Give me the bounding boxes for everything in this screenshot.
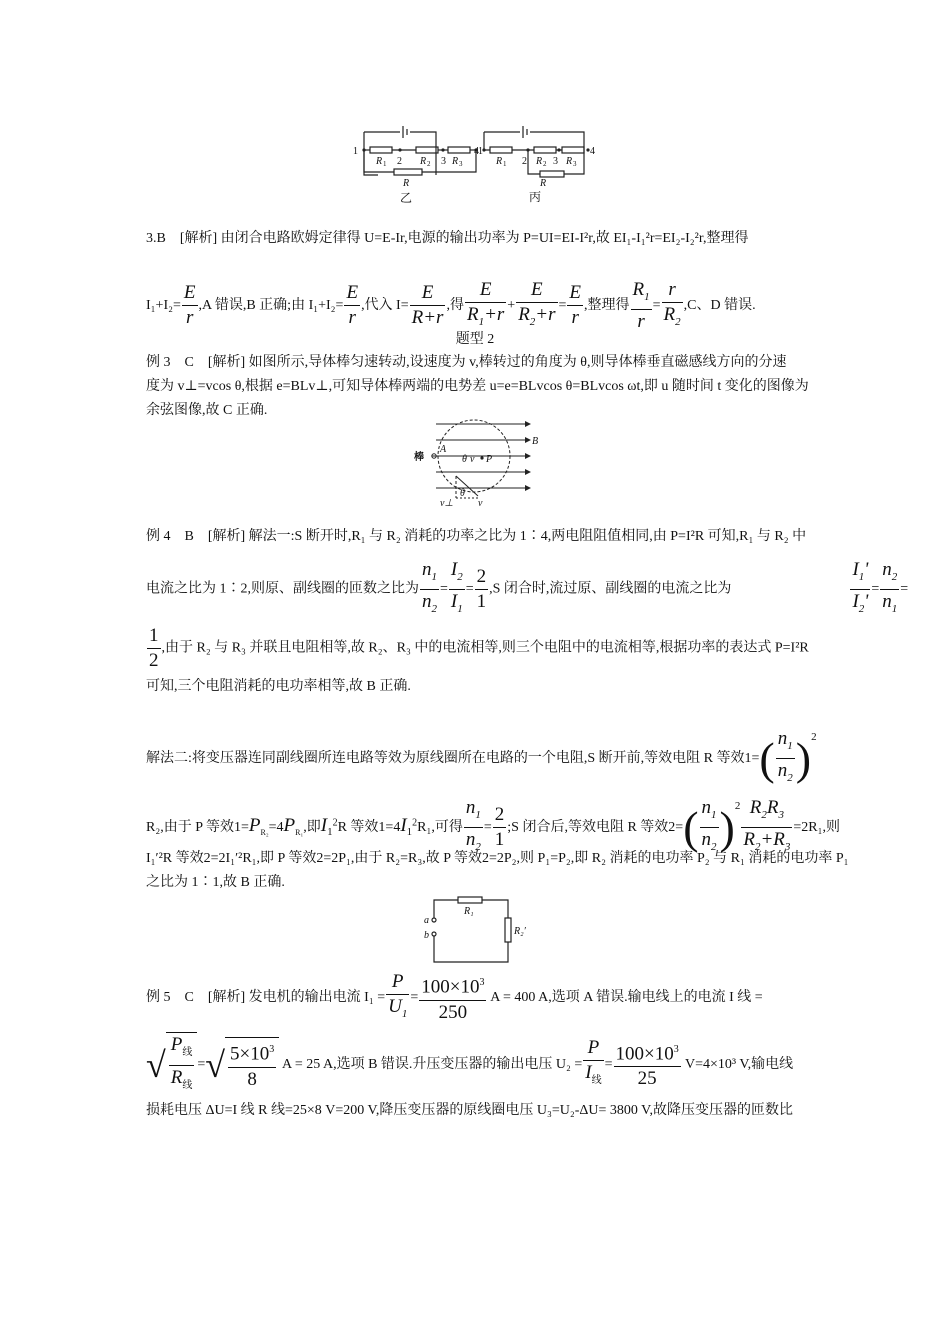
svg-text:v: v	[478, 498, 483, 509]
svg-text:A: A	[440, 444, 447, 455]
svg-text:R: R	[540, 178, 547, 189]
caption-yi: 乙	[400, 191, 413, 205]
ex4-line-2: 电流之比为 1∶2,则原、副线圈的匝数之比为 $\frac{n_1}{n_2}$ = $\frac{I_2}{I_1}$ = $\frac{2}{1}$ ,S 闭合时,流过原、副线圈的电流之比为 $\frac{I_1'}{I_2'}$ = $\frac{n_2}{n_1}$ =	[146, 559, 909, 615]
ex5-line-3: 损耗电压 ΔU=I 线 R 线=25×8 V=200 V,降压变压器的原线圈电压 U₃=U₂-ΔU= 3800 V,故降压变压器的匝数比	[146, 1103, 793, 1118]
node-label: 4	[590, 146, 595, 157]
ex3-line-3: 余弦图像,故 C 正确.	[146, 403, 268, 418]
svg-text:θ: θ	[460, 488, 465, 499]
ex4-method2-line-2: R₂,由于 P 等效$1=P_{R_2}=4P_{R_1}$,即$I_1^2R$ 等效$1=4I_1^2R_1$,可得 $\frac{n_1}{n_2}$ = $\frac{2}{1}$ ;S 闭合后,等效电阻 R 等效2=( $\frac{n_1}{n_2}$ )$^2$ $\frac{R_2R_3}{R_2+R_3}$ =2R₁,则	[146, 797, 841, 854]
node-label: 3	[553, 156, 558, 167]
node-label: 2	[397, 156, 402, 167]
svg-text:棒: 棒	[414, 452, 424, 463]
equivalent-circuit-figure	[420, 890, 540, 970]
node-label: 3	[441, 156, 446, 167]
svg-text:a: a	[424, 915, 429, 926]
node-label: 1	[353, 146, 358, 157]
svg-text:R: R	[536, 156, 543, 167]
svg-text:R₁: R₁	[464, 906, 474, 917]
node-label: 1	[478, 146, 483, 157]
svg-text:θ: θ	[462, 454, 467, 465]
ex5-line-1: 例 5 C [解析] 发电机的输出电流 I₁ = $\frac{P}{U_1}$ = $\frac{100\times 10^3}{250}$ A = 400 A,选项 A 错误.输电线上的电流 I 线 =	[146, 971, 763, 1023]
ex4-method2-line-4: 之比为 1∶1,故 B 正确.	[146, 875, 285, 890]
svg-text:R: R	[496, 156, 503, 167]
circuit-figure-yi-bing	[348, 120, 608, 208]
svg-text:1: 1	[503, 160, 507, 168]
ex3-line-2: 度为 v⊥=vcos θ,根据 e=BLv⊥,可知导体棒两端的电势差 u=e=BLvcos θ=BLvcos ωt,即 u 随时间 t 变化的图像为	[146, 379, 809, 394]
svg-text:P: P	[486, 454, 493, 465]
svg-text:2: 2	[427, 160, 431, 168]
node-label: 2	[522, 156, 527, 167]
ex5-line-2: √ $\frac{P_线}{R_线}$ =√ $\frac{5\times 10^3}{8}$ A = 25 A,选项 B 错误.升压变压器的输出电压 U₂ = $\frac{P}{I_线}$ = $\frac{100\times 10^3}{25}$ V=4×10³ V,输电线	[146, 1032, 793, 1098]
caption-bing: 丙	[529, 190, 542, 204]
ex3-line-1: 例 3 C [解析] 如图所示,导体棒匀速转动,设速度为 v,棒转过的角度为 θ,则导体棒垂直磁感线方向的分速	[146, 355, 787, 370]
ex4-line-1: 例 4 B [解析] 解法一:S 断开时,R₁ 与 R₂ 消耗的功率之比为 1∶4,两电阻阻值相同,由 P=I²R 可知,R₁ 与 R₂ 中	[146, 529, 807, 544]
svg-text:R: R	[403, 178, 410, 189]
q3-line-1: 3.B [解析] 由闭合电路欧姆定律得 U=E-Ir,电源的输出功率为 P=UI=EI-I²r,故 EI₁-I₁²r=EI₂-I₂²r,整理得	[146, 231, 749, 246]
svg-text:v: v	[470, 454, 475, 465]
q3-line-2: I₁+I₂= $\frac{E}{r}$ ,A 错误,B 正确;由 I₁+I₂= $\frac{E}{r}$ ,代入 I= $\frac{E}{R+r}$ ,得 $\frac{E}{R_1+r}$ + $\frac{E}{R_2+r}$ = $\frac{E}{r}$ ,整理得 $\frac{R_1}{r}$ = $\frac{r}{R_2}$ ,C、D 错误.	[146, 279, 756, 332]
svg-text:R: R	[566, 156, 573, 167]
ex4-method2-line-1: 解法二:将变压器连同副线圈所连电路等效为原线圈所在电路的一个电阻,S 断开前,等效电阻 R 等效1=( $\frac{n_1}{n_2}$ )$^2$	[146, 728, 817, 785]
ex4-line-4: 可知,三个电阻消耗的电功率相等,故 B 正确.	[146, 679, 411, 694]
svg-text:3: 3	[459, 160, 463, 168]
ex4-line-3: $\frac{1}{2}$ ,由于 R₂ 与 R₃ 并联且电阻相等,故 R₂、R₃ 中的电流相等,则三个电阻中的电流相等,根据功率的表达式 P=I²R	[149, 625, 809, 671]
svg-text:R: R	[452, 156, 459, 167]
svg-text:3: 3	[573, 160, 577, 168]
svg-text:v⊥: v⊥	[440, 498, 454, 509]
svg-text:1: 1	[383, 160, 387, 168]
svg-text:B: B	[532, 436, 539, 447]
svg-text:R₂′: R₂′	[514, 926, 526, 937]
rotating-rod-figure	[412, 418, 544, 510]
section-heading: 题型 2	[455, 332, 495, 347]
svg-text:b: b	[424, 930, 429, 941]
ex4-method2-line-3: I₁′²R 等效2=2I₁′²R₁,即 P 等效2=2P₁,由于 R₂=R₃,故 P 等效2=2P₂,则 P₁=P₂,即 R₂ 消耗的电功率 P₂ 与 R₁ 消耗的电功率 P₁	[146, 851, 849, 866]
svg-text:R: R	[376, 156, 383, 167]
svg-text:R: R	[420, 156, 427, 167]
node-label: 4	[474, 146, 479, 157]
svg-text:2: 2	[543, 160, 547, 168]
